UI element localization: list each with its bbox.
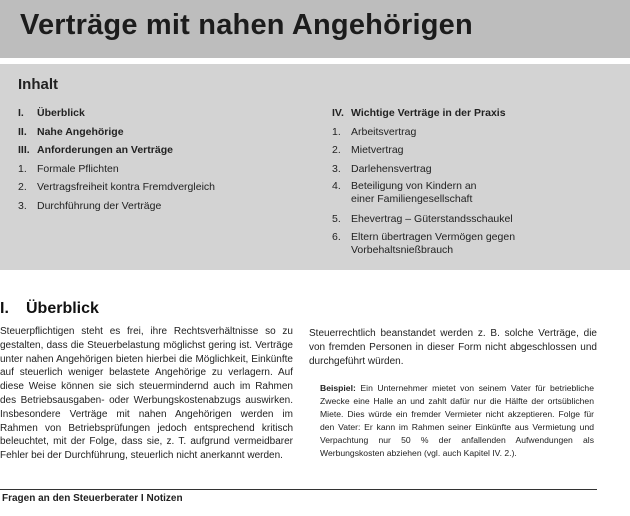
toc-item-label: Vertragsfreiheit kontra Fremdvergleich bbox=[37, 181, 215, 193]
table-of-contents bbox=[0, 64, 630, 270]
toc-item bbox=[332, 160, 612, 179]
footer-divider bbox=[0, 489, 597, 490]
section-number: I. bbox=[0, 300, 9, 317]
section-heading bbox=[0, 300, 99, 318]
toc-heading: Inhalt bbox=[18, 76, 58, 93]
toc-item-number: IV. bbox=[332, 107, 344, 119]
example-text: Ein Unternehmer mietet von seinem Vater für betriebliche Zwecke eine Halle an und zahlt dafür nur die Hälfte der ortsüblichen Miete. Dies würde ein fremder Vermieter nicht akzeptieren. Folge für den Vater: Er kann im Rahmen seiner Einkünfte aus Vermietung und Verpachtung nur 50 % der anfallenden Aufwendungen als Werbungskosten abziehen (vgl. auch Kapitel IV. 2.). bbox=[320, 383, 594, 458]
toc-item bbox=[18, 197, 308, 216]
toc-item-number: 3. bbox=[332, 162, 341, 175]
example-box bbox=[320, 382, 594, 460]
toc-item-number: 2. bbox=[332, 144, 341, 156]
toc-item-number: II. bbox=[18, 125, 27, 138]
body-paragraph-right: Steuerrechtlich beanstandet werden z. B. solche Verträge, die von fremden Personen in dieser Form nicht abgeschlossen und durchgeführt würden. bbox=[309, 328, 597, 367]
toc-item bbox=[18, 123, 308, 142]
toc-item-label: Formale Pflichten bbox=[37, 162, 119, 175]
footer-text: Fragen an den Steuerberater I Notizen bbox=[2, 493, 183, 504]
body-paragraph-left: Steuerpflichtigen steht es frei, ihre Rechtsverhältnisse so zu gestalten, dass die Steuerbelastung möglichst gering ist. Verträge unter nahen Angehörigen bieten hierbei die Möglichkeit, Einkünfte auf steuerlich weniger belastete Angehörige zu verlagern. Auf diese Weise können sie sich steuermindernd auch im Rahmen des Betriebsausgaben- oder Werbungskostenabzugs auswirken. Insbesondere Verträge mit nahen Angehörigen werden im Rahmen von Betriebsprüfungen jedoch entsprechend kritisch beleuchtet, mit der Folge, dass sie, z. T. aufgrund vermeidbarer Fehler bei der Durchführung, steuerlich nicht anerkannt werden. bbox=[0, 326, 293, 462]
toc-item-label: Ehevertrag – Güterstandsschaukel bbox=[351, 213, 513, 225]
example-label: Beispiel: bbox=[320, 383, 356, 393]
toc-item-number: 5. bbox=[332, 213, 341, 225]
toc-item bbox=[18, 160, 308, 179]
toc-item bbox=[332, 141, 612, 160]
toc-item-label-line: Beteiligung von Kindern an bbox=[351, 180, 477, 192]
toc-item-label bbox=[351, 231, 612, 257]
toc-item bbox=[332, 231, 612, 257]
toc-item-label: Arbeitsvertrag bbox=[351, 125, 417, 138]
section-title: Überblick bbox=[26, 300, 99, 317]
toc-item bbox=[332, 123, 612, 142]
toc-item-number: 1. bbox=[332, 125, 341, 138]
title-bar bbox=[0, 0, 630, 58]
toc-item bbox=[18, 104, 308, 123]
toc-item bbox=[332, 210, 612, 229]
toc-item-label-line: einer Familiengesellschaft bbox=[351, 193, 473, 205]
toc-item-number: 4. bbox=[332, 180, 341, 192]
toc-item-label: Mietvertrag bbox=[351, 144, 404, 156]
toc-item-label bbox=[351, 180, 612, 206]
toc-item-label: Darlehensvertrag bbox=[351, 162, 432, 175]
toc-item-label: Anforderungen an Verträge bbox=[37, 144, 173, 156]
toc-item-label-line: Eltern übertragen Vermögen gegen bbox=[351, 230, 516, 243]
toc-item-label: Durchführung der Verträge bbox=[37, 199, 162, 212]
toc-item-number: I. bbox=[18, 107, 24, 119]
page-title: Verträge mit nahen Angehörigen bbox=[20, 9, 473, 41]
toc-item-number: 2. bbox=[18, 181, 27, 193]
toc-item bbox=[332, 180, 612, 206]
toc-left-column bbox=[18, 104, 308, 215]
toc-item-number: III. bbox=[18, 144, 30, 156]
toc-item-label: Nahe Angehörige bbox=[37, 125, 124, 138]
toc-item-label-line: Vorbehaltsnießbrauch bbox=[351, 243, 454, 256]
toc-right-column bbox=[332, 104, 612, 261]
toc-item bbox=[332, 104, 612, 123]
toc-item-number: 1. bbox=[18, 162, 27, 175]
toc-item bbox=[18, 178, 308, 197]
toc-item-number: 6. bbox=[332, 230, 341, 243]
toc-item-label: Überblick bbox=[37, 107, 85, 119]
toc-item bbox=[18, 141, 308, 160]
toc-item-number: 3. bbox=[18, 199, 27, 212]
toc-item-label: Wichtige Verträge in der Praxis bbox=[351, 107, 506, 119]
